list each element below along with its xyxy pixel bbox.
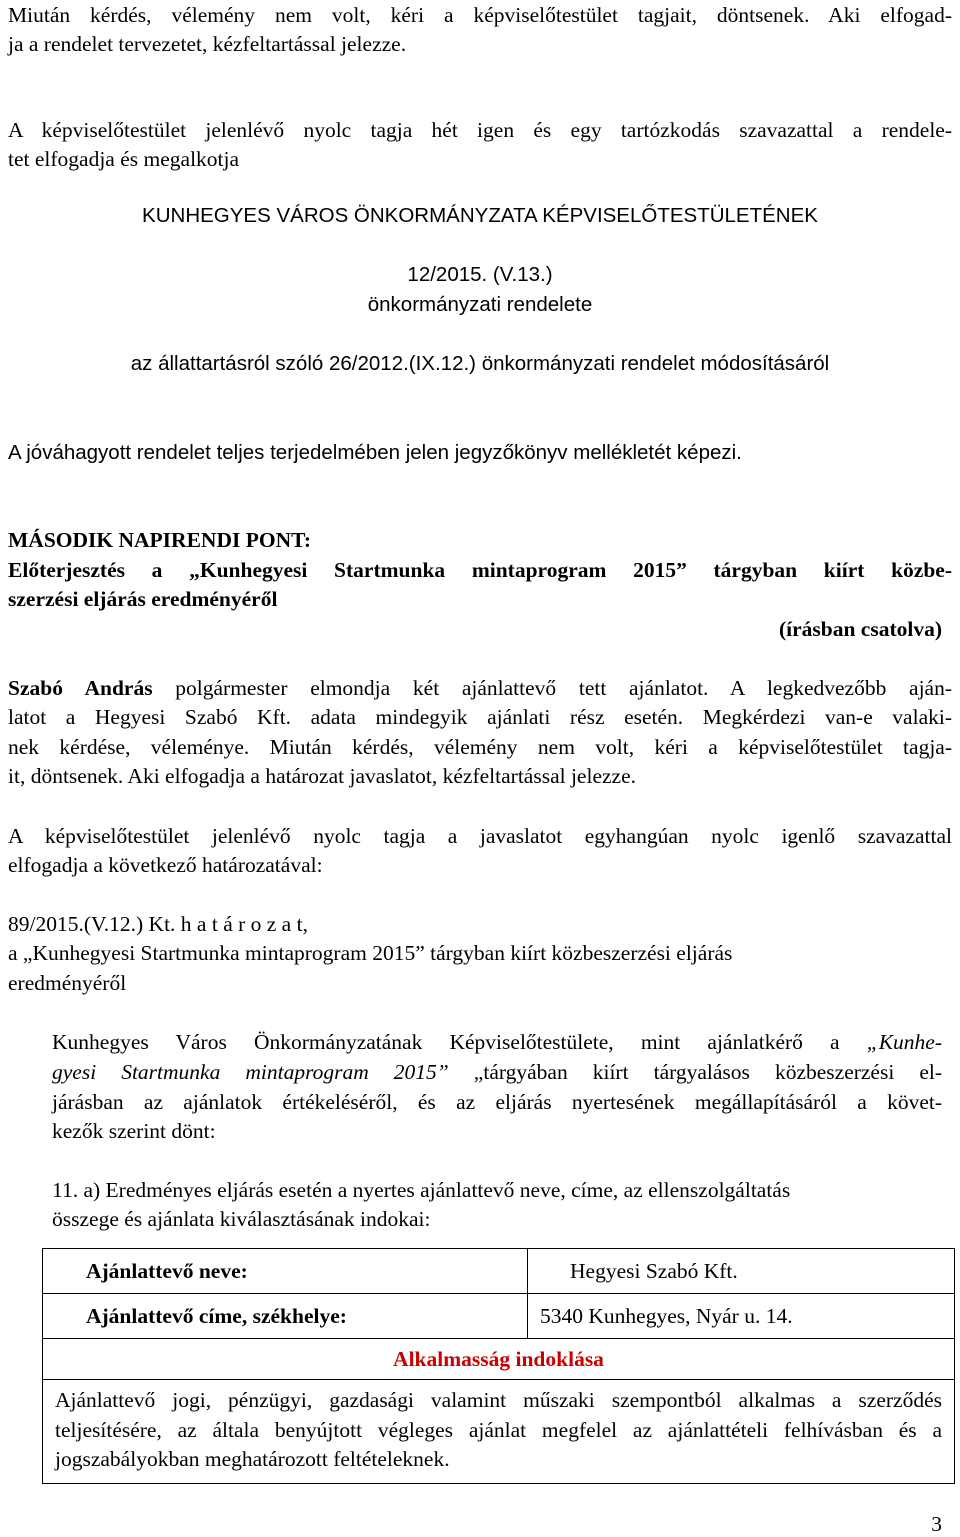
speech-line: latot a Hegyesi Szabó Kft. adata mindegyik ajánlati rész esetén. Megkérdezi van-e valaki- (8, 705, 952, 729)
resolution-body-line: járásban az ajánlatok értékeléséről, és az eljárás nyertesének megállapításáról a követ- (52, 1090, 942, 1114)
agenda-title-line: Előterjesztés a „Kunhegyesi Startmunka mintaprogram 2015” tárgyban kiírt közbe- (8, 558, 952, 582)
bidder-name-value: Hegyesi Szabó Kft. (528, 1249, 955, 1294)
bidder-address-value: 5340 Kunhegyes, Nyár u. 14. (528, 1294, 955, 1339)
speech-text: polgármester elmondja két ajánlattevő tett ajánlatot. A legkedvezőbb aján- (152, 676, 953, 700)
bidder-address-label: Ajánlattevő címe, székhelye: (43, 1294, 528, 1339)
table-row (43, 1249, 955, 1294)
suitability-text: Ajánlattevő jogi, pénzügyi, gazdasági valamint műszaki szempontból alkalmas a szerződés teljesítésére, az általa benyújtott végleges ajánlat megfelel az ajánlattételi felhívásban és a jogszabályokban meghatározott feltételeknek. (43, 1380, 955, 1484)
resolution-number: 89/2015.(V.12.) Kt. h a t á r o z a t, (8, 912, 308, 936)
table-row (43, 1380, 955, 1484)
paragraph-line: ja a rendelet tervezetet, kézfeltartással jelezze. (8, 32, 407, 56)
decree-issuer: KUNHEGYES VÁROS ÖNKORMÁNYZATA KÉPVISELŐTESTÜLETÉNEK (142, 204, 818, 227)
page-number: 3 (931, 1512, 942, 1536)
resolution-point-line: 11. a) Eredményes eljárás esetén a nyertes ajánlattevő neve, címe, az ellenszolgáltatás (52, 1178, 791, 1202)
award-table (42, 1248, 955, 1484)
bidder-name-label: Ajánlattevő neve: (43, 1249, 528, 1294)
table-row (43, 1339, 955, 1380)
paragraph-line: A képviselőtestület jelenlévő nyolc tagja hét igen és egy tartózkodás szavazattal a rendele- (8, 118, 952, 142)
decree-kind: önkormányzati rendelete (367, 293, 593, 316)
decree-number: 12/2015. (V.13.) (407, 263, 553, 286)
suitability-header: Alkalmasság indoklása (43, 1339, 955, 1380)
table-row (43, 1294, 955, 1339)
resolution-body-text: „tárgyában kiírt tárgyalásos közbeszerzési el- (448, 1060, 943, 1084)
resolution-subject-line: eredményéről (8, 971, 127, 995)
resolution-body-text: Kunhegyes Város Önkormányzatának Képviselőtestülete, mint ajánlatkérő a (52, 1030, 867, 1054)
paragraph-line: tet elfogadja és megalkotja (8, 147, 240, 171)
vote-line: A képviselőtestület jelenlévő nyolc tagja a javaslatot egyhangúan nyolc igenlő szavazattal (8, 824, 952, 848)
resolution-body-line (52, 1062, 942, 1084)
resolution-program-name: „Kunhe- (866, 1030, 942, 1054)
resolution-program-name: gyesi Startmunka mintaprogram 2015” (52, 1060, 449, 1084)
resolution-subject-line: a „Kunhegyesi Startmunka mintaprogram 2015” tárgyban kiírt közbeszerzési eljárás (8, 941, 733, 965)
resolution-body-line: kezők szerint dönt: (52, 1119, 216, 1143)
vote-line: elfogadja a következő határozatával: (8, 853, 323, 877)
speech-line: nek kérdése, véleménye. Miután kérdés, vélemény nem volt, kéri a képviselőtestület tagja- (8, 735, 952, 759)
agenda-title-line: szerzési eljárás eredményéről (8, 587, 278, 611)
speech-line (8, 678, 952, 700)
attached-note: (írásban csatolva) (778, 617, 942, 641)
speaker-name: Szabó András (8, 676, 153, 700)
decree-subject: az állattartásról szóló 26/2012.(IX.12.) önkormányzati rendelet módosításáról (130, 352, 830, 375)
agenda-heading: MÁSODIK NAPIRENDI PONT: (8, 528, 311, 552)
resolution-body-line (52, 1032, 942, 1054)
decree-annex-note: A jóváhagyott rendelet teljes terjedelmében jelen jegyzőkönyv mellékletét képezi. (8, 441, 742, 464)
paragraph-line: Miután kérdés, vélemény nem volt, kéri a képviselőtestület tagjait, döntsenek. Aki elfogad- (8, 3, 952, 27)
speech-line: it, döntsenek. Aki elfogadja a határozat javaslatot, kézfeltartással jelezze. (8, 764, 636, 788)
resolution-point-line: összege és ajánlata kiválasztásának indokai: (52, 1207, 431, 1231)
